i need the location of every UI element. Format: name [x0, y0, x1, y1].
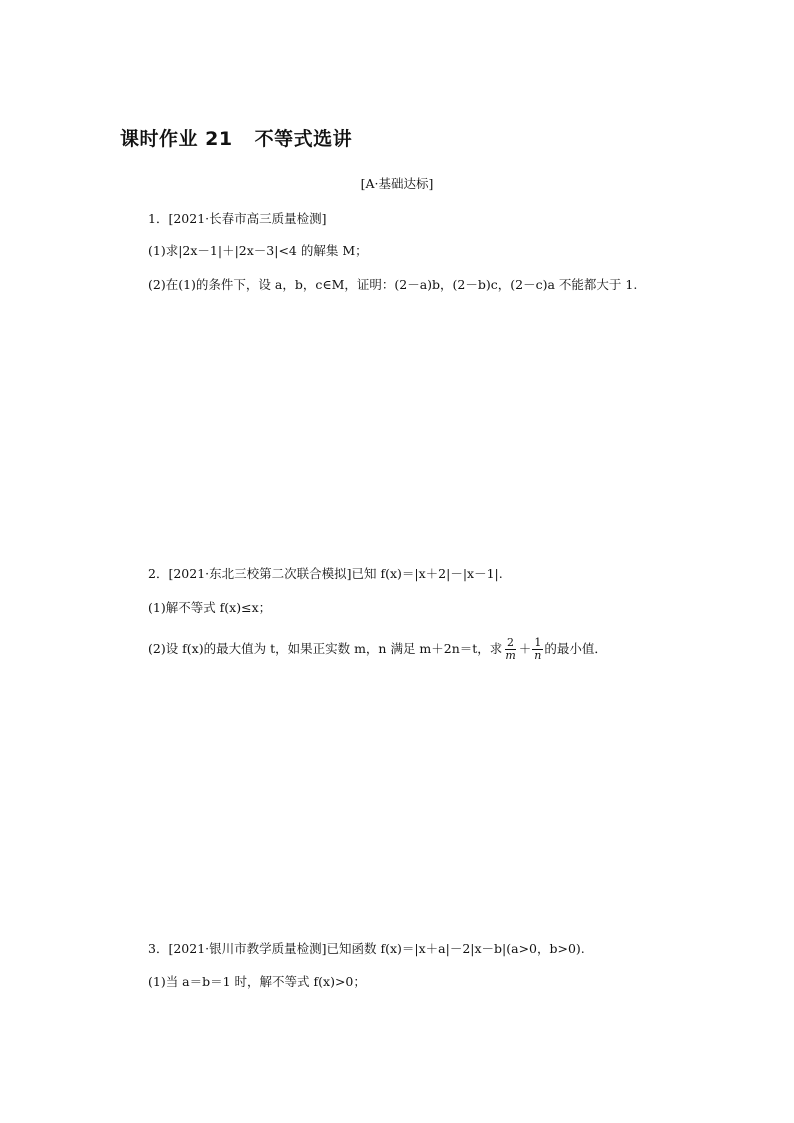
fraction-numerator: 2 [507, 636, 515, 649]
plus-sign: ＋ [518, 641, 532, 656]
problem-3-part-1: (1)当 a＝b＝1 时，解不等式 f(x)>0； [148, 974, 366, 989]
fraction-denominator: n [534, 649, 542, 662]
fraction-numerator: 1 [534, 636, 542, 649]
problem-2-part-1: (1)解不等式 f(x)≤x； [148, 600, 272, 615]
problem-2-part-2-text: (2)设 f(x)的最大值为 t，如果正实数 m，n 满足 m＋2n＝t，求 [148, 641, 503, 656]
problem-1-part-2: (2)在(1)的条件下，设 a，b，c∈M，证明：(2－a)b，(2－b)c，(2－c)a 不能都大于 1. [148, 277, 638, 292]
problem-2-part-2-end: 的最小值． [544, 641, 607, 656]
fraction-2-over-m [503, 637, 517, 662]
page-title [120, 124, 352, 151]
problem-1-header: 1．[2021·长春市高三质量检测] [148, 211, 327, 226]
section-label: [A·基础达标] [360, 176, 434, 191]
problem-1-part-1: (1)求|2x－1|＋|2x－3|<4 的解集 M； [148, 243, 368, 258]
problem-2-part-2 [148, 637, 607, 662]
problem-3-header: 3．[2021·银川市教学质量检测]已知函数 f(x)＝|x＋a|－2|x－b|(a>0，b>0). [148, 941, 585, 956]
fraction-1-over-n [532, 637, 543, 662]
title-main: 课时作业 21 [120, 128, 233, 150]
problem-2-header: 2．[2021·东北三校第二次联合模拟]已知 f(x)＝|x＋2|－|x－1|. [148, 566, 503, 581]
fraction-denominator: m [505, 649, 516, 662]
title-topic: 不等式选讲 [254, 128, 353, 150]
